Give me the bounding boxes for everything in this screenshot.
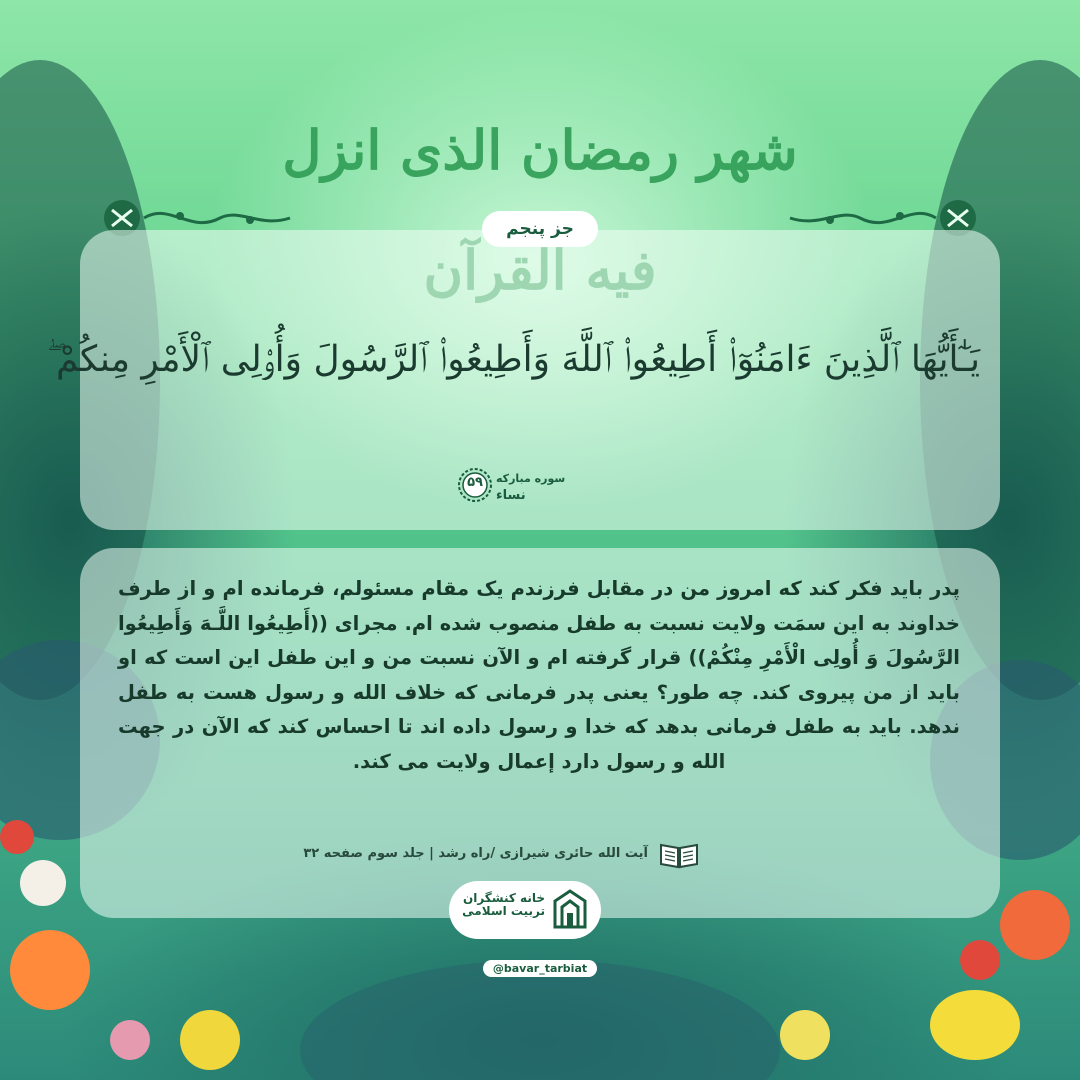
flower-yellow-left — [180, 1010, 240, 1070]
social-handle: @bavar_tarbiat — [483, 960, 597, 977]
flower-yellow-right — [930, 990, 1020, 1060]
surah-verse-number: ۵۹ — [467, 475, 483, 490]
citation-text: آیت الله حائری شیرازی /راه رشد | جلد سوم صفحه ۳۲ — [303, 846, 648, 861]
bottom-rock — [300, 960, 780, 1080]
surah-name: نساء — [496, 488, 526, 503]
flower-red-left — [0, 820, 34, 854]
flower-red-right — [1000, 890, 1070, 960]
organization-logo — [449, 881, 601, 939]
org-logo-icon — [547, 887, 593, 933]
surah-reference — [458, 468, 578, 518]
surah-label: سوره مبارکه — [496, 472, 566, 485]
org-name-line-2: تربیت اسلامی — [462, 904, 545, 918]
juz-badge: جز پنجم — [482, 211, 598, 247]
ramadan-calligraphy: شهر رمضان الذی انزل — [282, 118, 798, 182]
flower-white-left — [20, 860, 66, 906]
quran-verse: يَـٰٓأَيُّهَا ٱلَّذِينَ ءَامَنُوٓا۟ أَطِيعُوا۟ ٱللَّهَ وَأَطِيعُوا۟ ٱلرَّسُولَ وَأُو۟لِى ٱلْأَمْرِ مِنكُمْ ۖ — [46, 339, 980, 380]
commentary-text: پدر باید فکر کند که امروز من در مقابل فرزندم یک مقام مسئولم، فرمانده ام و از طرف خداوند به این سمَت ولایت نسبت به طفل منصوب شده ام. مجرای ((أَطِیعُوا اللَّـهَ وَأَطِیعُوا الرَّسُولَ وَ أُولِی الْأَمْرِ مِنْکُمْ)) قرار گرفته ام و الآن نسبت من و این طفل این است که او باید از من پیروی کند. چه طور؟ یعنی پدر فرمانی که خلاف الله و رسول هست به طفل ندهد. باید به طفل فرمانی بدهد که خدا و رسول داده اند تا احساس کند که الآن در جهت الله و رسول دارد إعمال ولایت می کند. — [118, 577, 960, 773]
org-name-line-1: خانه کنشگران — [462, 891, 545, 905]
social-handle-row — [0, 957, 1080, 977]
flower-pink-left — [110, 1020, 150, 1060]
source-citation — [303, 840, 700, 870]
open-book-icon — [658, 840, 700, 870]
flower-yellow-right-2 — [780, 1010, 830, 1060]
